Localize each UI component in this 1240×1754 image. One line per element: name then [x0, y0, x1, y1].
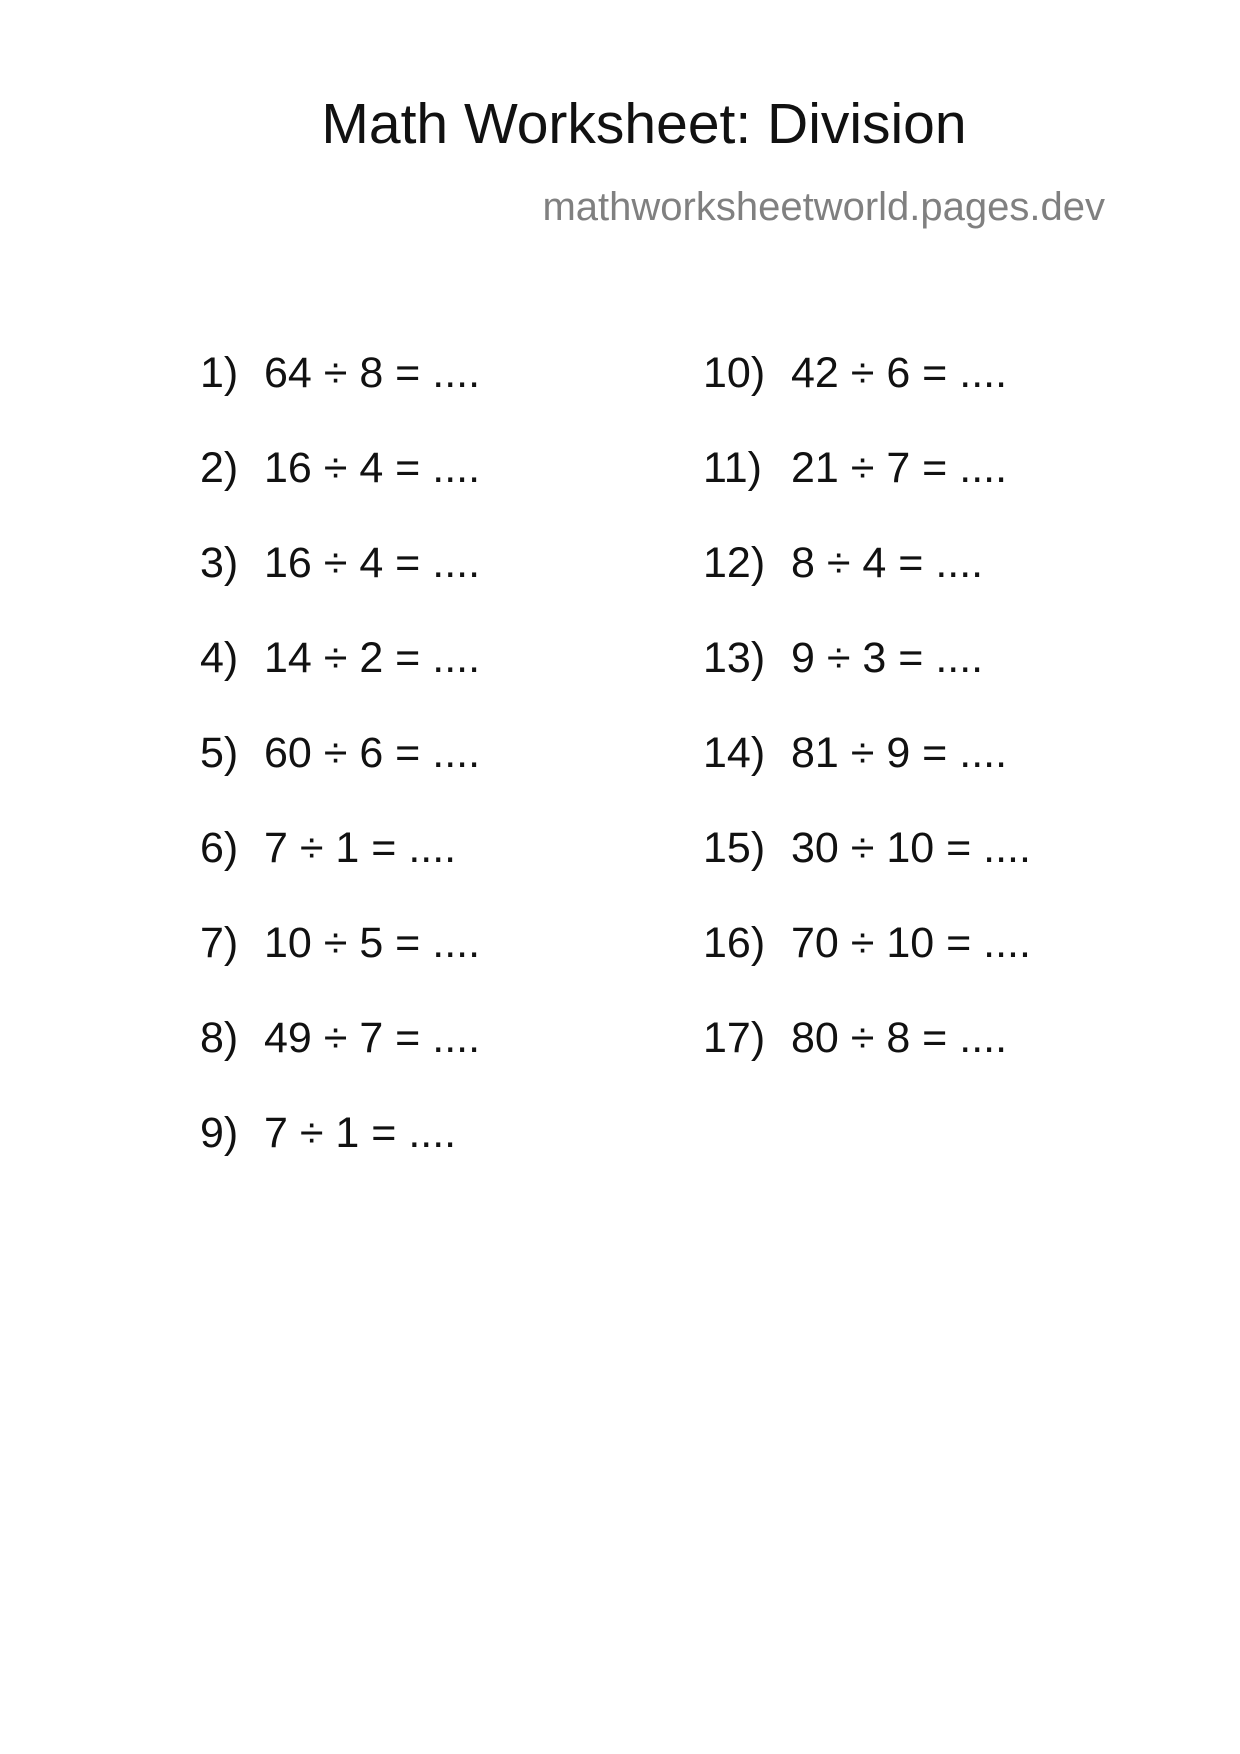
problem-item [200, 634, 481, 732]
problem-expression: 80 ÷ 8 = .... [791, 1014, 1008, 1062]
problem-number: 3) [200, 539, 239, 587]
problem-item [200, 1014, 481, 1112]
problem-expression: 49 ÷ 7 = .... [264, 1014, 481, 1062]
problem-item [200, 539, 481, 637]
problem-expression: 7 ÷ 1 = .... [264, 824, 457, 872]
problem-number: 13) [703, 634, 766, 682]
problem-item [200, 1109, 480, 1207]
problem-item [200, 444, 481, 542]
problem-item [703, 539, 1031, 637]
problem-item [200, 824, 480, 922]
problem-number: 17) [703, 1014, 766, 1062]
problem-item [200, 349, 481, 447]
problem-expression: 42 ÷ 6 = .... [791, 349, 1008, 397]
problem-expression: 14 ÷ 2 = .... [264, 634, 481, 682]
problem-number: 12) [703, 539, 766, 587]
problem-number: 11) [703, 444, 762, 492]
problem-expression: 70 ÷ 10 = .... [791, 919, 1031, 967]
problem-expression: 81 ÷ 9 = .... [791, 729, 1008, 777]
problem-item [703, 349, 1031, 447]
source-url: mathworksheetworld.pages.dev [542, 185, 1105, 229]
problem-expression: 8 ÷ 4 = .... [791, 539, 984, 587]
page-title: Math Worksheet: Division [321, 92, 967, 156]
problem-item [703, 919, 1031, 1017]
problem-expression: 9 ÷ 3 = .... [791, 634, 984, 682]
problem-expression: 16 ÷ 4 = .... [264, 444, 481, 492]
problems-left-column [200, 349, 481, 1207]
problem-number: 7) [200, 919, 239, 967]
problem-number: 16) [703, 919, 766, 967]
problem-item [703, 444, 1031, 542]
problem-number: 4) [200, 634, 239, 682]
problem-number: 2) [200, 444, 239, 492]
problem-expression: 30 ÷ 10 = .... [791, 824, 1031, 872]
problem-expression: 16 ÷ 4 = .... [264, 539, 481, 587]
problem-item [200, 729, 481, 827]
problem-item [703, 729, 1031, 827]
problem-expression: 64 ÷ 8 = .... [264, 349, 481, 397]
problem-item [703, 1014, 1031, 1112]
problem-item [703, 634, 1031, 732]
problem-number: 14) [703, 729, 766, 777]
problem-item [703, 824, 1031, 922]
problems-right-column [703, 349, 1031, 1112]
problem-number: 10) [703, 349, 766, 397]
problem-number: 8) [200, 1014, 239, 1062]
problem-item [200, 919, 481, 1017]
problem-number: 15) [703, 824, 766, 872]
problem-number: 9) [200, 1109, 239, 1157]
problem-number: 5) [200, 729, 239, 777]
problem-expression: 7 ÷ 1 = .... [264, 1109, 457, 1157]
problem-number: 1) [200, 349, 239, 397]
problem-number: 6) [200, 824, 239, 872]
problem-expression: 21 ÷ 7 = .... [791, 444, 1008, 492]
problem-expression: 60 ÷ 6 = .... [264, 729, 481, 777]
problem-expression: 10 ÷ 5 = .... [264, 919, 481, 967]
